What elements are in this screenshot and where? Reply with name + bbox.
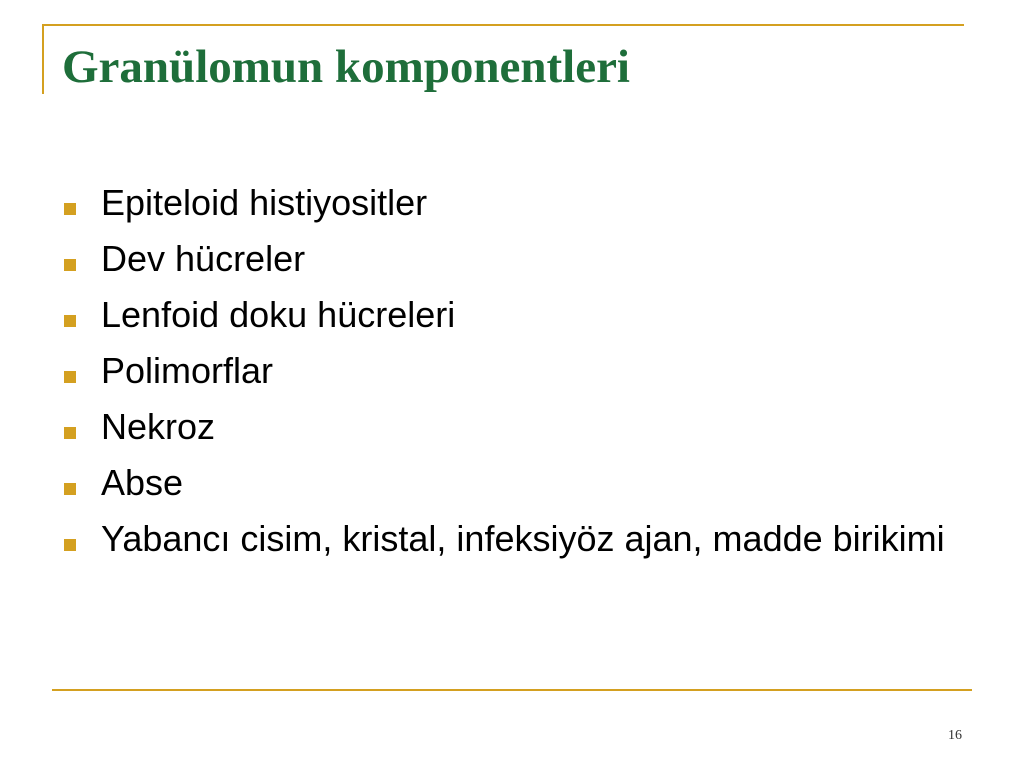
bullet-text: Polimorflar bbox=[101, 350, 274, 391]
frame-left-line bbox=[42, 24, 44, 94]
bullet-text: Yabancı cisim, kristal, infeksiyöz ajan, madde birikimi bbox=[101, 518, 945, 559]
bullet-item bbox=[64, 351, 964, 391]
square-bullet-icon bbox=[64, 483, 76, 495]
bullet-item bbox=[64, 295, 964, 335]
bullet-item bbox=[64, 463, 964, 503]
square-bullet-icon bbox=[64, 203, 76, 215]
bullet-list bbox=[64, 183, 964, 575]
frame-top-line bbox=[42, 24, 964, 26]
square-bullet-icon bbox=[64, 539, 76, 551]
bullet-text: Nekroz bbox=[101, 406, 216, 447]
bottom-divider bbox=[52, 689, 972, 691]
square-bullet-icon bbox=[64, 371, 76, 383]
square-bullet-icon bbox=[64, 315, 76, 327]
bullet-item bbox=[64, 407, 964, 447]
square-bullet-icon bbox=[64, 427, 76, 439]
page-number: 16 bbox=[948, 728, 962, 743]
bullet-text: Lenfoid doku hücreleri bbox=[101, 294, 456, 335]
bullet-text: Dev hücreler bbox=[101, 238, 306, 279]
bullet-item bbox=[64, 519, 964, 559]
square-bullet-icon bbox=[64, 259, 76, 271]
bullet-item bbox=[64, 239, 964, 279]
slide-title: Granülomun komponentleri bbox=[62, 41, 630, 93]
bullet-item bbox=[64, 183, 964, 223]
bullet-text: Epiteloid histiyositler bbox=[101, 182, 428, 223]
bullet-text: Abse bbox=[101, 462, 184, 503]
